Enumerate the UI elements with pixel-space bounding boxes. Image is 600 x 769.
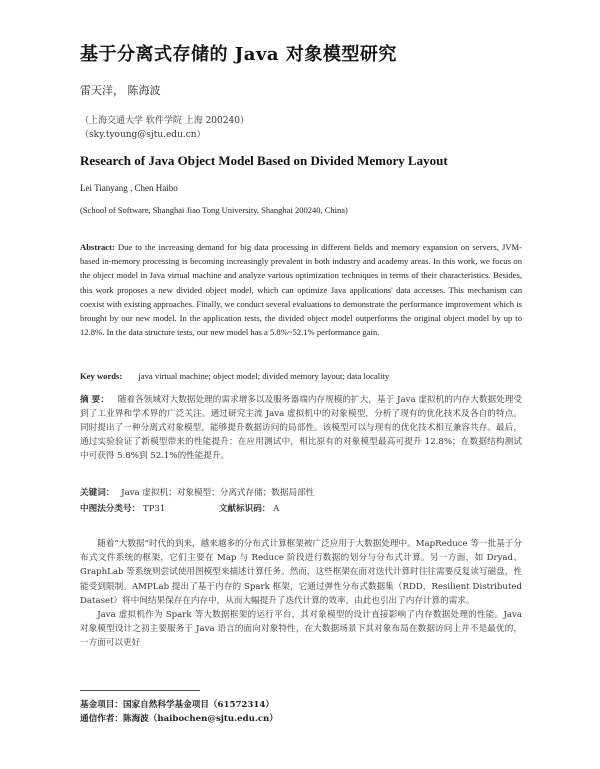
abstract-label: Abstract: [80,242,115,252]
english-abstract [80,240,522,339]
chinese-keywords-text: Java 虚拟机；对象模型；分离式存储；数据局部性 [121,488,315,498]
chinese-authors: 雷天洋， 陈海波 [80,84,161,97]
chinese-abstract-label: 摘 要： [80,395,109,405]
chinese-abstract-text: 随着各领域对大数据处理的需求增多以及服务器端内存规模的扩大，基于 Java 虚拟机的内存大数据处理受到了工业界和学术界的广泛关注。通过研究主流 Java 虚拟机中的对象模型，分析了现有的优化技术及各自的特点。同时提出了一种分离式对象模型，能够提升数据访问的局部性。该模型可以与现有的优化技术相互兼容共存。最后，通过实验验证了新模型带来的性能提升：在应用测试中，相比原有的对象模型最高可提升 12.8%；在数据结构测试中可获得 5.8%到 52.1%的性能提升。 [80,395,522,461]
body-text [80,537,522,651]
clc-label: 中图法分类号： [80,504,141,514]
english-keywords [80,371,522,381]
footnote-contact: 通信作者：陈海波（haibochen@sjtu.edu.cn） [80,714,278,724]
abstract-text: Due to the increasing demand for big data processing in different fields and memory expansion on servers, JVM-based in-memory processing is becoming increasingly prevalent in both industry and academy areas. In this work, we focus on the object model in Java virtual machine and analyze various optimization techniques in terms of their characteristics. Besides, this work proposes a new divided object model, which can optimize Java applications' data accesses. This mechanism can coexist with existing approaches. Finally, we conduct several evaluations to demonstrate the performance improvement which is brought by our new model. In the application tests, the divided object model outperforms the original object model by up to 12.8%. In the data structure tests, our new model has a 5.8%~52.1% performance gain. [80,242,522,338]
chinese-keywords-label: 关键词： [80,488,115,498]
chinese-keywords [80,486,314,498]
keywords-text: java virtual machine; object model; divided memory layout; data locality [138,371,390,381]
chinese-affiliation: （上海交通大学 软件学院 上海 200240） [80,116,249,126]
english-authors: Lei Tianyang , Chen Haibo [80,183,178,193]
footnote-fund: 基金项目：国家自然科学基金项目（61572314） [80,700,274,710]
classification-line [80,502,279,514]
chinese-title: 基于分离式存储的 Java 对象模型研究 [80,44,397,65]
footnote-divider [80,690,200,691]
clc-value: TP31 [142,504,166,514]
author-email: （sky.tyoung@sjtu.edu.cn） [80,130,206,140]
english-title: Research of Java Object Model Based on Divided Memory Layout [80,153,448,168]
english-affiliation: (School of Software, Shanghai Jiao Tong University, Shanghai 200240, China) [80,205,348,215]
keywords-label: Key words: [80,371,123,381]
chinese-abstract [80,393,522,463]
doc-code-value: A [273,504,280,514]
body-paragraph: 随着“大数据”时代的到来，越来越多的分布式计算框架被广泛应用于大数据处理中。MapReduce 等一批基于分布式文件系统的框架，它们主要在 Map 与 Reduce 阶段进行数据的划分与分布式计算。另一方面，如 Dryad、GraphLab 等系统则尝试使用图模型来描述计算任务。然而，这些框架在面对迭代计算时往往需要反复读写磁盘，性能受到限制。AMPLab 提出了基于内存的 Spark 框架，它通过弹性分布式数据集（RDD，Resilient Distributed Dataset）将中间结果保存在内存中，从而大幅提升了迭代计算的效率，由此也引出了内存计算的需求。 [80,539,522,606]
body-paragraph: Java 虚拟机作为 Spark 等大数据框架的运行平台，其对象模型的设计直接影响了内存数据处理的性能。Java 对象模型设计之初主要服务于 Java 语言的面向对象特性，在大数据场景下其对象布局在数据访问上并不是最优的，一方面可以更好 [80,610,522,649]
doc-code-label: 文献标识码： [218,504,271,514]
